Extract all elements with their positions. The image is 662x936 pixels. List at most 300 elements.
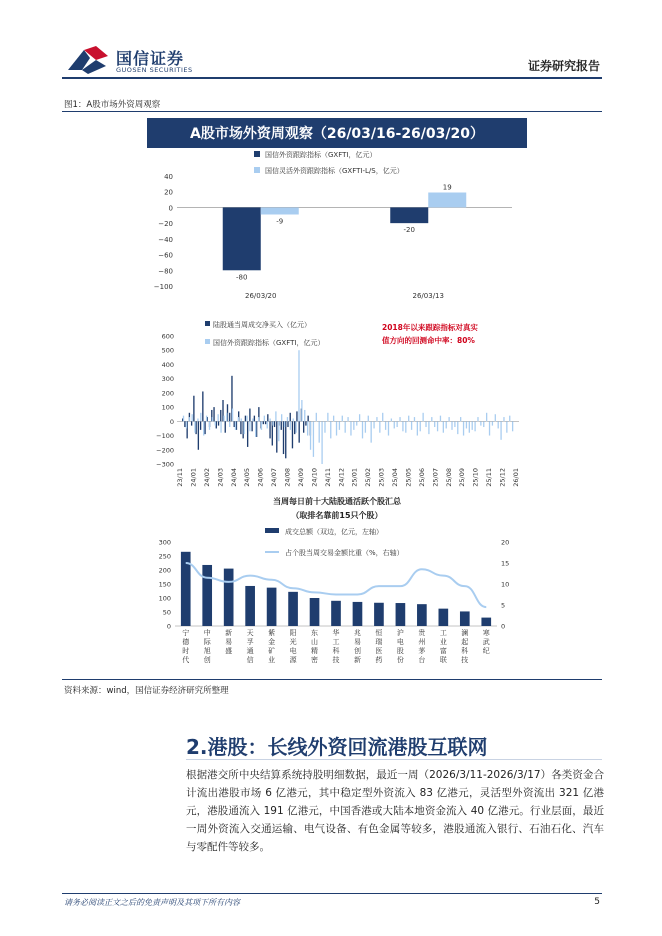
chart3-category-char: 技 — [461, 656, 469, 664]
chart3-category-char: 业 — [439, 638, 447, 646]
chart3-ytick-right: 15 — [501, 559, 510, 568]
chart2-bar-gxfti — [362, 421, 363, 438]
chart2-bar-flow — [281, 421, 282, 430]
chart1-legend-2: 国信灵活外资跟踪指标（GXFTI-L/S，亿元） — [265, 167, 404, 175]
chart2-bar-gxfti — [241, 418, 242, 421]
chart2-bar-gxfti — [333, 416, 334, 422]
chart2-xtick: 25/01 — [350, 468, 359, 487]
chart3-category-char: 工 — [439, 629, 447, 637]
chart2-bar-gxfti — [454, 421, 455, 427]
chart3-ytick-right: 5 — [501, 601, 506, 610]
chart2-bar-flow — [198, 421, 199, 449]
figure-caption: 图1：A股市场外资周观察 — [64, 100, 161, 110]
chart2-bar-gxfti — [255, 421, 256, 437]
page-number: 5 — [594, 897, 600, 907]
chart2-bar-flow — [229, 413, 230, 422]
chart3-category-char: 盛 — [225, 647, 233, 655]
chart3-category-char: 中 — [203, 629, 211, 637]
chart2-bar-flow — [202, 391, 203, 421]
chart2-bar-flow — [220, 410, 221, 421]
chart3-category-char: 纪 — [482, 647, 490, 655]
chart2-bar-flow — [245, 416, 246, 422]
chart2-bar-gxfti — [469, 421, 470, 432]
chart3-category-char: 创 — [353, 647, 361, 655]
chart3-bar — [202, 565, 212, 626]
chart1-ytick: 0 — [168, 204, 173, 213]
chart2-bar-gxfti — [258, 417, 259, 421]
chart3-category-char: 起 — [461, 638, 469, 646]
chart2-bar-gxfti — [466, 421, 467, 428]
chart1-legend-swatch-1 — [254, 151, 260, 157]
chart2-bar-flow — [299, 421, 300, 442]
section-heading: 2.港股：长线外资回流港股互联网 — [186, 735, 488, 759]
chart1-bar — [428, 193, 466, 208]
chart2-bar-flow — [213, 407, 214, 421]
chart2-bar-flow — [296, 411, 297, 421]
chart2-bar-flow — [307, 416, 308, 422]
chart3-category-char: 东 — [311, 629, 319, 637]
chart2-bar-gxfti — [203, 421, 204, 435]
chart2-bar-flow — [193, 396, 194, 422]
chart2-bar-gxfti — [324, 421, 325, 432]
chart3-category-char: 通 — [246, 647, 254, 655]
chart2-bar-gxfti — [313, 421, 314, 457]
chart1-bar — [223, 207, 261, 270]
chart2-bar-gxfti — [376, 417, 377, 421]
chart2-bar-gxfti — [243, 421, 244, 434]
chart2-bar-flow — [218, 421, 219, 425]
chart2-bar-gxfti — [443, 421, 444, 432]
chart2-bar-gxfti — [388, 421, 389, 435]
chart2-bar-gxfti — [382, 413, 383, 422]
chart2-bar-gxfti — [408, 416, 409, 422]
chart2-xtick: 24/08 — [283, 468, 292, 487]
chart2-bar-gxfti — [460, 417, 461, 421]
chart2-bar-gxfti — [264, 416, 265, 422]
chart2-bar-gxfti — [379, 421, 380, 432]
chart1-category-label: 26/03/13 — [412, 292, 444, 300]
chart2-ytick: 0 — [169, 417, 174, 426]
chart1-legend-1: 国信外资跟踪指标（GXFTI，亿元） — [265, 151, 377, 159]
chart2-bar-gxfti — [215, 421, 216, 425]
chart2-xtick: 25/04 — [391, 468, 400, 487]
chart3-category-char: 光 — [289, 638, 297, 646]
chart2-bar-gxfti — [428, 421, 429, 434]
chart2-bar-gxfti — [506, 421, 507, 432]
chart2-bar-gxfti — [197, 418, 198, 421]
chart2-xtick: 25/07 — [431, 468, 440, 487]
chart3-category-char: 信 — [246, 656, 254, 664]
chart3-category-char: 孚 — [246, 638, 254, 646]
chart2-bar-flow — [234, 421, 235, 427]
chart2-xtick: 25/10 — [471, 468, 480, 487]
chart2-bar-gxfti — [385, 421, 386, 430]
chart2-xtick: 23/11 — [176, 468, 184, 487]
chart2-bar-flow — [225, 421, 226, 432]
chart3-category-char: 恒 — [375, 629, 383, 637]
chart3-category-char: 沪 — [396, 629, 404, 637]
chart2-bar-gxfti — [431, 417, 432, 421]
chart2-bar-gxfti — [327, 413, 328, 422]
chart2-bar-flow — [292, 421, 293, 448]
chart2-bar-gxfti — [347, 417, 348, 421]
chart2-bar-flow — [249, 409, 250, 422]
chart2-bar-gxfti — [295, 421, 296, 432]
chart2-bar-gxfti — [232, 409, 233, 422]
chart2-bar-flow — [184, 421, 185, 427]
chart3-bar — [439, 609, 449, 626]
chart3-legend-swatch-1 — [265, 528, 279, 533]
chart1-data-label: -80 — [236, 273, 248, 282]
chart2-bar-gxfti — [321, 421, 322, 464]
chart3-ytick-left: 200 — [158, 566, 171, 575]
chart2-xtick: 24/05 — [243, 468, 252, 487]
chart2-bar-gxfti — [275, 411, 276, 421]
chart2-bar-gxfti — [399, 417, 400, 421]
chart2-bar-gxfti — [272, 421, 273, 425]
chart2-ytick: 100 — [161, 403, 174, 412]
chart3-category-char: 紫 — [268, 629, 276, 637]
chart1-title: A股市场外资周观察（26/03/16-26/03/20） — [190, 126, 484, 142]
chart1-ytick: 40 — [164, 173, 173, 181]
chart2-bar-flow — [287, 421, 288, 427]
chart1-ytick: −40 — [158, 235, 173, 244]
chart2-bar-gxfti — [200, 413, 201, 422]
chart3-category-char: 医 — [375, 647, 383, 655]
chart2-bar-flow — [247, 421, 248, 447]
figure-top-rule — [62, 111, 602, 112]
chart2-bar-gxfti — [486, 413, 487, 422]
chart3-category-char: 代 — [182, 656, 190, 664]
chart2-bar-flow — [294, 421, 295, 434]
chart2-bar-gxfti — [457, 421, 458, 434]
chart2-bar-gxfti — [304, 410, 305, 421]
chart3-category-char: 药 — [375, 656, 383, 664]
chart1-category-label: 26/03/20 — [245, 292, 277, 300]
chart2-bar-gxfti — [278, 421, 279, 441]
footer-disclaimer: 请务必阅读正文之后的免责声明及其项下所有内容 — [64, 898, 240, 907]
chart2-bar-gxfti — [350, 421, 351, 435]
chart2-bar-gxfti — [284, 421, 285, 427]
chart2-bar-gxfti — [422, 413, 423, 422]
chart3-title: 当周每日前十大陆股通活跃个股汇总 — [273, 497, 401, 506]
chart3-category-char: 宁 — [182, 629, 190, 637]
chart3-category-char: 源 — [289, 656, 297, 664]
chart2-ytick: −200 — [156, 446, 174, 455]
chart2-xtick: 24/04 — [229, 468, 238, 487]
chart2-bar-gxfti — [434, 421, 435, 427]
chart3-ytick-left: 300 — [158, 538, 171, 547]
chart2-bar-gxfti — [414, 417, 415, 421]
chart2-bar-gxfti — [440, 416, 441, 422]
chart2-bar-gxfti — [365, 421, 366, 432]
chart2-bar-flow — [285, 421, 286, 458]
chart2-bar-gxfti — [293, 418, 294, 421]
chart2-bar-gxfti — [186, 421, 187, 428]
chart3-category-char: 矿 — [268, 647, 276, 655]
chart3-subtitle: （取排名靠前15只个股） — [291, 511, 383, 520]
chart2-bar-gxfti — [229, 421, 230, 427]
chart2-ytick: −100 — [156, 432, 174, 441]
chart2-bar-flow — [290, 413, 291, 422]
chart2-bar-gxfti — [209, 421, 210, 430]
chart2-bar-gxfti — [339, 421, 340, 430]
chart2-bar-gxfti — [394, 421, 395, 428]
chart2-bar-gxfti — [212, 417, 213, 421]
chart2-bar-flow — [305, 421, 306, 425]
chart3-category-char: 山 — [311, 638, 319, 646]
chart2-xtick: 24/11 — [323, 468, 332, 487]
chart1-data-label: -9 — [276, 217, 284, 226]
figure-charts — [147, 116, 527, 676]
chart2-bar-gxfti — [371, 421, 372, 442]
chart2-bar-gxfti — [463, 421, 464, 435]
chart2-bar-gxfti — [189, 417, 190, 421]
chart3-category-char: 科 — [461, 647, 469, 655]
chart2-bar-gxfti — [336, 421, 337, 435]
chart2-bar-flow — [303, 421, 304, 432]
chart2-bar-gxfti — [477, 417, 478, 421]
chart2-bar-flow — [274, 421, 275, 427]
chart2-bar-gxfti — [368, 416, 369, 422]
chart2-bar-gxfti — [287, 417, 288, 421]
chart2-bar-gxfti — [480, 421, 481, 425]
chart3-bar — [396, 603, 406, 626]
chart2-ytick: 500 — [161, 346, 174, 355]
chart2-xtick: 24/09 — [296, 468, 305, 487]
chart2-bar-gxfti — [353, 421, 354, 430]
chart2-bar-gxfti — [194, 421, 195, 432]
chart3-category-char: 贵 — [418, 629, 426, 637]
chart2-bar-flow — [267, 414, 268, 421]
chart2-bar-gxfti — [500, 421, 501, 439]
chart3-category-char: 技 — [332, 656, 340, 664]
chart2-xtick: 25/08 — [444, 468, 453, 487]
chart2-bar-gxfti — [223, 416, 224, 422]
chart1-legend-swatch-2 — [254, 167, 260, 173]
chart2-bar-gxfti — [425, 421, 426, 427]
chart2-bar-gxfti — [183, 416, 184, 422]
chart2-bar-gxfti — [267, 421, 268, 428]
chart2-xtick: 25/12 — [498, 468, 507, 487]
chart1-data-label: 19 — [442, 183, 452, 192]
chart2-ytick: 200 — [161, 389, 174, 398]
chart2-bar-gxfti — [206, 416, 207, 422]
chart2-ytick: 300 — [161, 375, 174, 384]
chart3-bar — [460, 611, 470, 626]
chart3-ytick-right: 10 — [501, 580, 510, 589]
chart2-bar-gxfti — [509, 416, 510, 422]
chart2-bar-flow — [240, 421, 241, 434]
chart2-xtick: 24/12 — [337, 468, 346, 487]
chart3-legend-1: 成交总额（双边，亿元，左轴） — [285, 528, 383, 536]
chart2-bar-gxfti — [402, 421, 403, 431]
chart2-plot — [156, 333, 520, 487]
chart2-ytick: −300 — [156, 460, 174, 469]
chart3-category-char: 旭 — [203, 647, 211, 655]
chart2-bar-gxfti — [446, 421, 447, 428]
chart3-category-char: 州 — [418, 638, 426, 646]
section-underline — [186, 759, 602, 760]
chart3-category-char: 份 — [396, 656, 404, 664]
chart2-legend-swatch-2 — [205, 339, 210, 344]
chart1-ytick: −100 — [153, 283, 173, 291]
chart2-bar-flow — [200, 421, 201, 430]
chart3-bar — [288, 592, 298, 626]
chart2-bar-gxfti — [448, 417, 449, 421]
chart3-category-char: 际 — [203, 638, 211, 646]
chart3-bar — [245, 586, 255, 626]
chart3-bar — [374, 603, 384, 626]
logo-english-name: GUOSEN SECURITIES — [116, 66, 193, 74]
chart2-bar-flow — [265, 421, 266, 424]
chart2-bar-gxfti — [330, 421, 331, 438]
chart3-ytick-right: 20 — [501, 538, 510, 547]
chart2-bar-gxfti — [472, 421, 473, 430]
chart2-xtick: 24/02 — [202, 468, 211, 487]
chart3-category-char: 寒 — [482, 629, 490, 637]
chart2-bar-gxfti — [290, 421, 291, 430]
chart3-category-char: 科 — [332, 647, 340, 655]
footer-divider — [62, 893, 602, 894]
section-paragraph: 根据港交所中央结算系统持股明细数据，最近一周（2026/3/11-2026/3/17）各类资金合计流出港股市场 6 亿港元，其中稳定型外资流入 83 亿港元，灵活型外资流出 321 亿港元，港股通流入 191 亿港元，中国香港或大陆本地资金流入 40 亿港元。行业层面，最近一周外资流入交通运输、电气设备、有色金属等较多，港股通流入银行、石油石化、汽车与零配件等较多。 — [186, 769, 604, 853]
chart3-category-char: 易 — [225, 638, 233, 646]
chart2-ytick: 600 — [161, 332, 174, 341]
chart2-bar-gxfti — [310, 421, 311, 449]
chart2-bar-gxfti — [298, 350, 299, 421]
chart2-bar-gxfti — [495, 414, 496, 421]
chart3-category-char: 易 — [353, 638, 361, 646]
chart2-bar-gxfti — [503, 417, 504, 421]
chart2-bar-gxfti — [319, 421, 320, 442]
chart2-bar-gxfti — [451, 421, 452, 430]
chart2-bar-gxfti — [226, 413, 227, 422]
chart2-bar-gxfti — [316, 413, 317, 422]
chart2-xtick: 24/03 — [216, 468, 225, 487]
chart2-bar-gxfti — [498, 421, 499, 428]
chart3-category-char: 业 — [268, 656, 276, 664]
chart2-bar-gxfti — [281, 414, 282, 421]
chart2-bar-flow — [263, 421, 264, 424]
chart2-bar-gxfti — [252, 418, 253, 421]
chart3-category-char: 时 — [182, 647, 190, 655]
chart2-bar-gxfti — [356, 421, 357, 425]
chart3-category-char: 电 — [396, 638, 404, 646]
chart2-bar-gxfti — [373, 421, 374, 428]
chart2-bar-gxfti — [269, 418, 270, 421]
chart3-category-char: 台 — [418, 656, 426, 664]
chart3-category-char: 武 — [482, 638, 490, 646]
chart2-bar-gxfti — [474, 421, 475, 431]
chart2-bar-gxfti — [249, 421, 250, 431]
chart2-bar-gxfti — [489, 421, 490, 435]
chart2-xtick: 25/05 — [404, 468, 413, 487]
chart2-bar-gxfti — [420, 421, 421, 431]
chart3-bar — [353, 602, 363, 626]
chart3-ytick-left: 100 — [158, 594, 171, 603]
chart2-annotation-line-1: 2018年以来跟踪指标对真实 — [382, 323, 478, 332]
chart3-plot — [159, 539, 510, 665]
chart1-bar — [261, 207, 299, 214]
chart3-category-char: 金 — [268, 638, 276, 646]
chart2-annotation-line-2: 值方向的回测命中率：80% — [382, 336, 475, 345]
chart2-bar-gxfti — [417, 421, 418, 435]
chart3-category-char: 兆 — [353, 629, 361, 637]
chart3-category-char: 新 — [353, 656, 361, 664]
chart3-category-char: 密 — [311, 656, 319, 664]
chart3-legend-2: 占个股当周交易金额比重（%，右轴） — [285, 549, 404, 557]
figure-bottom-rule — [62, 679, 602, 680]
chart2-bar-gxfti — [301, 400, 302, 421]
chart2-xtick: 25/11 — [485, 468, 494, 487]
chart1-plot — [154, 173, 512, 300]
chart2-xtick: 25/02 — [364, 468, 373, 487]
chart3-category-char: 澜 — [461, 629, 469, 637]
logo-chinese-name: 国信证券 — [116, 49, 185, 68]
chart3-category-char: 天 — [246, 629, 254, 637]
chart3-bar — [481, 618, 491, 626]
chart3-bar — [331, 601, 341, 626]
chart2-xtick: 25/06 — [417, 468, 426, 487]
chart2-xtick: 24/10 — [310, 468, 319, 487]
chart2-bar-gxfti — [437, 421, 438, 431]
chart2-xtick: 24/07 — [270, 468, 279, 487]
header-divider — [62, 77, 602, 79]
chart2-bar-gxfti — [359, 414, 360, 421]
chart2-legend-1: 陆股通当周成交净买入（亿元） — [213, 321, 311, 329]
chart1-ytick: −20 — [158, 220, 173, 229]
chart3-category-char: 茅 — [418, 647, 426, 655]
chart2-xtick: 25/03 — [377, 468, 386, 487]
chart2-xtick: 25/09 — [458, 468, 467, 487]
chart2-legend-swatch-1 — [205, 321, 210, 326]
chart3-bar — [267, 588, 277, 626]
chart3-ytick-right: 0 — [501, 622, 506, 631]
chart1-ytick: −60 — [158, 251, 173, 260]
chart3-ytick-left: 250 — [158, 552, 171, 561]
chart2-bar-flow — [191, 421, 192, 425]
chart2-bar-gxfti — [483, 421, 484, 427]
guosen-logo-mark-icon — [66, 44, 110, 76]
chart2-legend-2: 国信外资跟踪指标（GXFTI，亿元） — [213, 339, 325, 347]
chart2-xtick: 24/01 — [189, 468, 198, 487]
chart2-bar-gxfti — [512, 421, 513, 431]
figure-source: 资料来源：wind，国信证券经济研究所整理 — [64, 686, 229, 696]
chart3-category-char: 阳 — [289, 629, 297, 637]
chart3-ytick-left: 150 — [158, 580, 171, 589]
chart3-ytick-left: 0 — [166, 622, 171, 631]
chart2-bar-gxfti — [345, 421, 346, 432]
chart1-bar — [390, 207, 428, 223]
chart2-bar-flow — [254, 416, 255, 422]
chart2-bar-gxfti — [405, 421, 406, 432]
chart2-xtick: 24/06 — [256, 468, 265, 487]
report-type-label: 证券研究报告 — [527, 59, 600, 73]
chart3-bar — [224, 569, 234, 626]
chart2-bar-gxfti — [492, 421, 493, 425]
chart2-bar-gxfti — [235, 421, 236, 430]
chart2-bar-gxfti — [342, 416, 343, 422]
chart3-ytick-left: 50 — [162, 608, 171, 617]
chart2-bar-flow — [269, 421, 270, 438]
chart2-bar-gxfti — [391, 418, 392, 421]
chart3-category-char: 联 — [439, 656, 447, 664]
chart2-xtick: 26/01 — [512, 468, 520, 487]
chart2-bar-gxfti — [397, 421, 398, 427]
chart2-bar-flow — [251, 421, 252, 431]
chart2-bar-gxfti — [192, 414, 193, 421]
chart3-category-char: 工 — [332, 638, 340, 646]
